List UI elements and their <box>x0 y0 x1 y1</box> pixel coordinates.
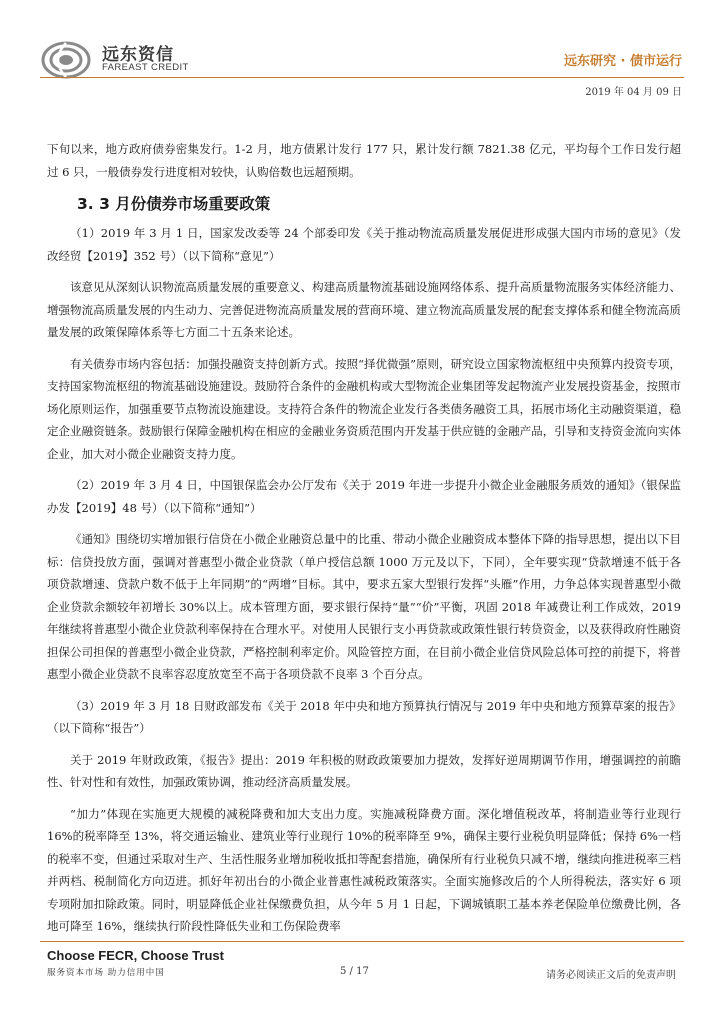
footer-divider <box>40 941 684 942</box>
brand-logo <box>40 38 260 82</box>
page-header <box>0 0 724 110</box>
policy-3-tax-cuts: “加力”体现在实施更大规模的减税降费和加大支出力度。实施减税降费方面。深化增值税改革，将制造业等行业现行 16%的税率降至 13%，将交通运输业、建筑业等行业现行 10%的税率降至 9%，确保主要行业税负明显降低；保持 6%一档的税率不变，但通过采取对生产、生活性服务业增加税收抵扣等配套措施，确保所有行业税负只减不增，继续向推进税率三档并两档、税制简化方向迈进。抓好年初出台的小微企业普惠性减税政策落实。全面实施修改后的个人所得税法，落实好 6 项专项附加扣除政策。同时，明显降低企业社保缴费负担，从今年 5 月 1 日起，下调城镇职工基本养老保险单位缴费比例，各地可降至 16%，继续执行阶段性降低失业和工伤保险费率 <box>47 806 681 933</box>
logo-mark-icon <box>40 38 96 82</box>
section-heading: 3. 3 月份债券市场重要政策 <box>77 195 271 213</box>
policy-1-summary: 该意见从深刻认识物流高质量发展的重要意义、构建高质量物流基础设施网络体系、提升高质量物流服务实体经济能力、增强物流高质量发展的内生动力、完善促进物流高质量发展的营商环境、建立物流高质量发展的配套支撑体系和健全物流高质量发展的政策保障体系等七方面二十五条来论述。 <box>47 280 681 339</box>
footer-disclaimer: 请务必阅读正文后的免责声明 <box>546 970 676 981</box>
brand-name-en: FAREAST CREDIT <box>102 62 189 73</box>
footer-slogan-en: Choose FECR, Choose Trust <box>47 948 224 963</box>
report-body <box>47 138 681 947</box>
page-number: 5 / 17 <box>340 966 369 977</box>
policy-3-title: （3）2019 年 3 月 18 日财政部发布《关于 2018 年中央和地方预算执行情况与 2019 年中央和地方预算草案的报告》（以下简称“报告”） <box>47 698 681 735</box>
footer-slogan-cn: 服务资本市场 助力信用中国 <box>47 968 165 978</box>
policy-2-summary: 《通知》围绕切实增加银行信贷在小微企业融资总量中的比重、带动小微企业融资成本整体下降的指导思想，提出以下目标：信贷投放方面，强调对普惠型小微企业贷款（单户授信总额 1000 万元及以下，下同），全年要实现“贷款增速不低于各项贷款增速、贷款户数不低于上年同期”的“两增”目标。其中，要求五家大型银行发挥“头雁”作用，力争总体实现普惠型小微企业贷款余额较年初增长 30%以上。成本管理方面，要求银行保持“量”“价”平衡，巩固 2018 年减费让利工作成效，2019 年继续将普惠型小微企业贷款利率保持在合理水平。对使用人民银行支小再贷款或政策性银行转贷资金，以及获得政府性融资担保公司担保的普惠型小微企业贷款，严格控制利率定价。风险管控方面，在目前小微企业信贷风险总体可控的前提下，将普惠型小微企业贷款不良率容忍度放宽至不高于各项贷款不良率 3 个百分点。 <box>47 532 681 681</box>
report-section-title: 远东研究 · 债市运行 <box>564 54 682 69</box>
policy-3-fiscal: 关于 2019 年财政政策，《报告》提出：2019 年积极的财政政策要加力提效，发挥好逆周期调节作用，增强调控的前瞻性、针对性和有效性，加强政策协调，推动经济高质量发展。 <box>47 752 681 789</box>
policy-2-title: （2）2019 年 3 月 4 日，中国银保监会办公厅发布《关于 2019 年进一步提升小微企业金融服务质效的通知》（银保监办发【2019】48 号）（以下简称“通知”） <box>47 478 681 515</box>
policy-1-bond-content: 有关债券市场内容包括：加强投融资支持创新方式。按照“择优微强”原则，研究设立国家物流枢纽中央预算内投资专项，支持国家物流枢纽的物流基础设施建设。鼓励符合条件的金融机构或大型物流企业集团等发起物流产业发展投资基金，按照市场化原则运作，加强重要节点物流设施建设。支持符合条件的物流企业发行各类债务融资工具，拓展市场化主动融资渠道，稳定企业融资链条。鼓励银行保障金融机构在相应的金融业务资质范围内开发基于供应链的金融产品，引导和支持资金流向实体企业，加大对小微企业融资支持力度。 <box>47 356 681 461</box>
report-date: 2019 年 04 月 09 日 <box>585 87 682 98</box>
paragraph-continued: 下旬以来，地方政府债券密集发行。1-2 月，地方债累计发行 177 只，累计发行额 7821.38 亿元，平均每个工作日发行超过 6 只，一般债券发行进度相对较快，认购倍数也远超预期。 <box>47 142 681 179</box>
policy-1-title: （1）2019 年 3 月 1 日，国家发改委等 24 个部委印发《关于推动物流高质量发展促进形成强大国内市场的意见》（发改经贸【2019】352 号）（以下简称“意见”） <box>47 226 681 263</box>
header-divider <box>40 77 684 78</box>
brand-name-cn: 远东资信 <box>102 45 174 65</box>
